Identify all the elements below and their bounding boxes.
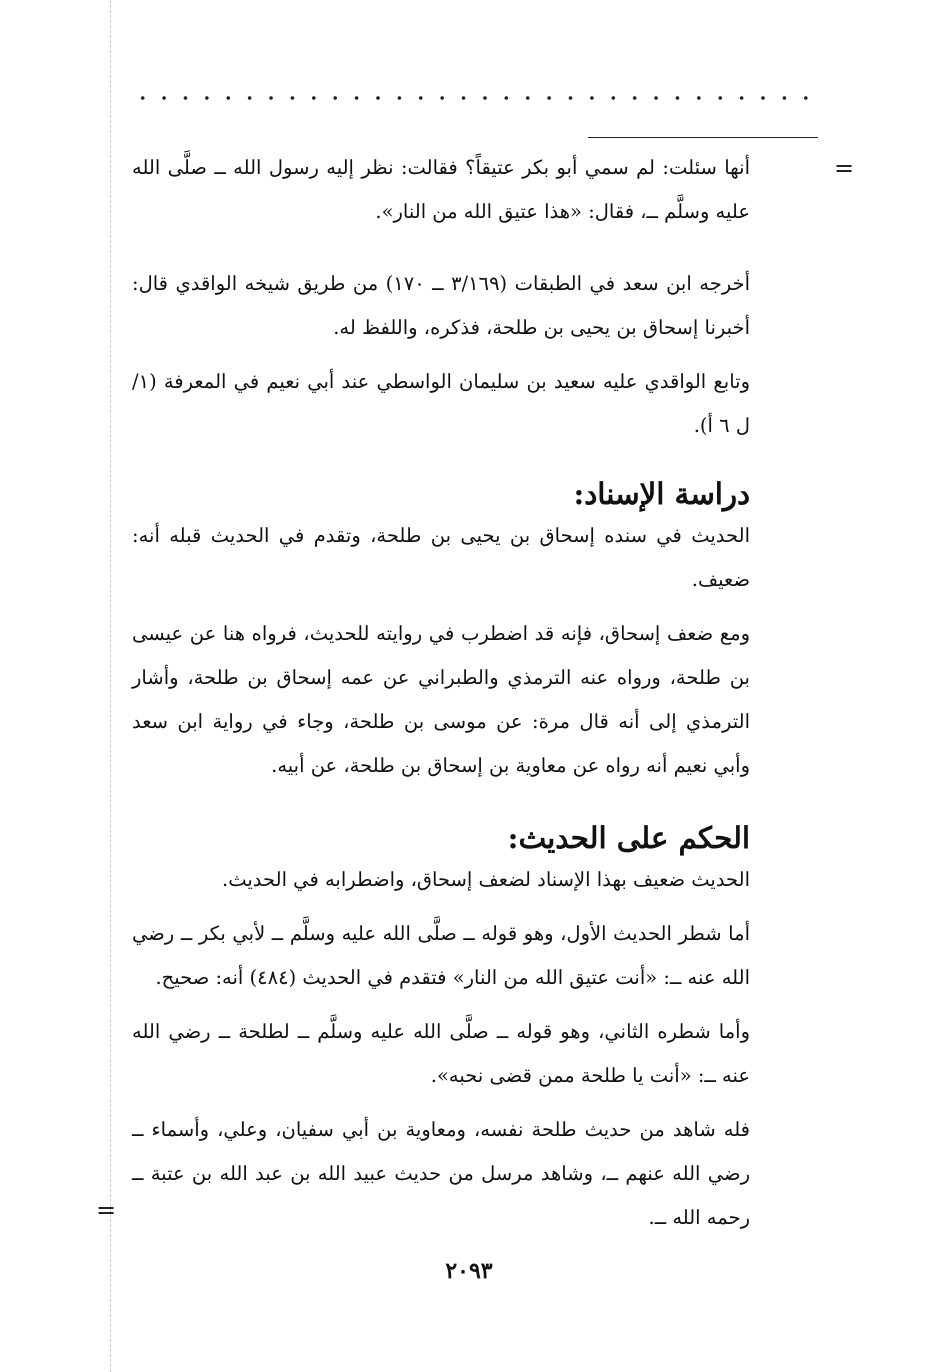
hukm-paragraph-3: وأما شطره الثاني، وهو قوله ــ صلَّى الله عليه وسلَّم ــ لطلحة ــ رضي الله عنه ــ: «أنت يا طلحة ممن قضى نحبه».	[132, 1020, 750, 1087]
takhrij-paragraph-2: وتابع الواقدي عليه سعيد بن سليمان الواسطي عند أبي نعيم في المعرفة (١/ل ٦ أ).	[132, 370, 750, 437]
isnad-paragraph-1: الحديث في سنده إسحاق بن يحيى بن طلحة، وتقدم في الحديث قبله أنه: ضعيف.	[132, 524, 750, 591]
hukm-paragraph-1: الحديث ضعيف بهذا الإسناد لضعف إسحاق، واضطرابه في الحديث.	[222, 868, 750, 891]
takhrij-paragraph-1: أخرجه ابن سعد في الطبقات (٣/١٦٩ ــ ١٧٠) من طريق شيخه الواقدي قال: أخبرنا إسحاق بن يحيى بن طلحة، فذكره، واللفظ له.	[132, 272, 750, 339]
page-body	[132, 146, 750, 1250]
page-edge-line	[110, 0, 111, 1372]
hukm-paragraph-2: أما شطر الحديث الأول، وهو قوله ــ صلَّى الله عليه وسلَّم ــ لأبي بكر ــ رضي الله عنه ــ: «أنت عتيق الله من النار» فتقدم في الحديث (٤٨٤) أنه: صحيح.	[132, 922, 750, 989]
hukm-heading: الحكم على الحديث:	[507, 821, 750, 855]
isnad-paragraph-2: ومع ضعف إسحاق، فإنه قد اضطرب في روايته للحديث، فرواه هنا عن عيسى بن طلحة، ورواه عنه الترمذي والطبراني عن عمه إسحاق بن طلحة، وأشار الترمذي إلى أنه قال مرة: عن موسى بن طلحة، وجاء في رواية ابن سعد وأبي نعيم أنه رواه عن معاوية بن إسحاق بن طلحة، عن أبيه.	[132, 622, 750, 777]
continuation-marker-top: =	[834, 154, 855, 182]
hukm-paragraph-4: فله شاهد من حديث طلحة نفسه، ومعاوية بن أبي سفيان، وعلي، وأسماء ــ رضي الله عنهم ــ، وشاهد مرسل من حديث عبيد الله بن عبد الله بن عتبة ــ رحمه الله ــ.	[132, 1118, 750, 1229]
footnote-rule	[588, 137, 818, 138]
continuation-marker-bottom: =	[96, 1196, 117, 1224]
dotted-separator	[132, 92, 818, 104]
isnad-heading: دراسة الإسناد:	[573, 477, 750, 511]
footnote-continued-text: أنها سئلت: لم سمي أبو بكر عتيقاً؟ فقالت: نظر إليه رسول الله ــ صلَّى الله عليه وسلَّم ــ، فقال: «هذا عتيق الله من النار».	[132, 156, 750, 223]
page-number: ٢٠٩٣	[445, 1258, 493, 1284]
